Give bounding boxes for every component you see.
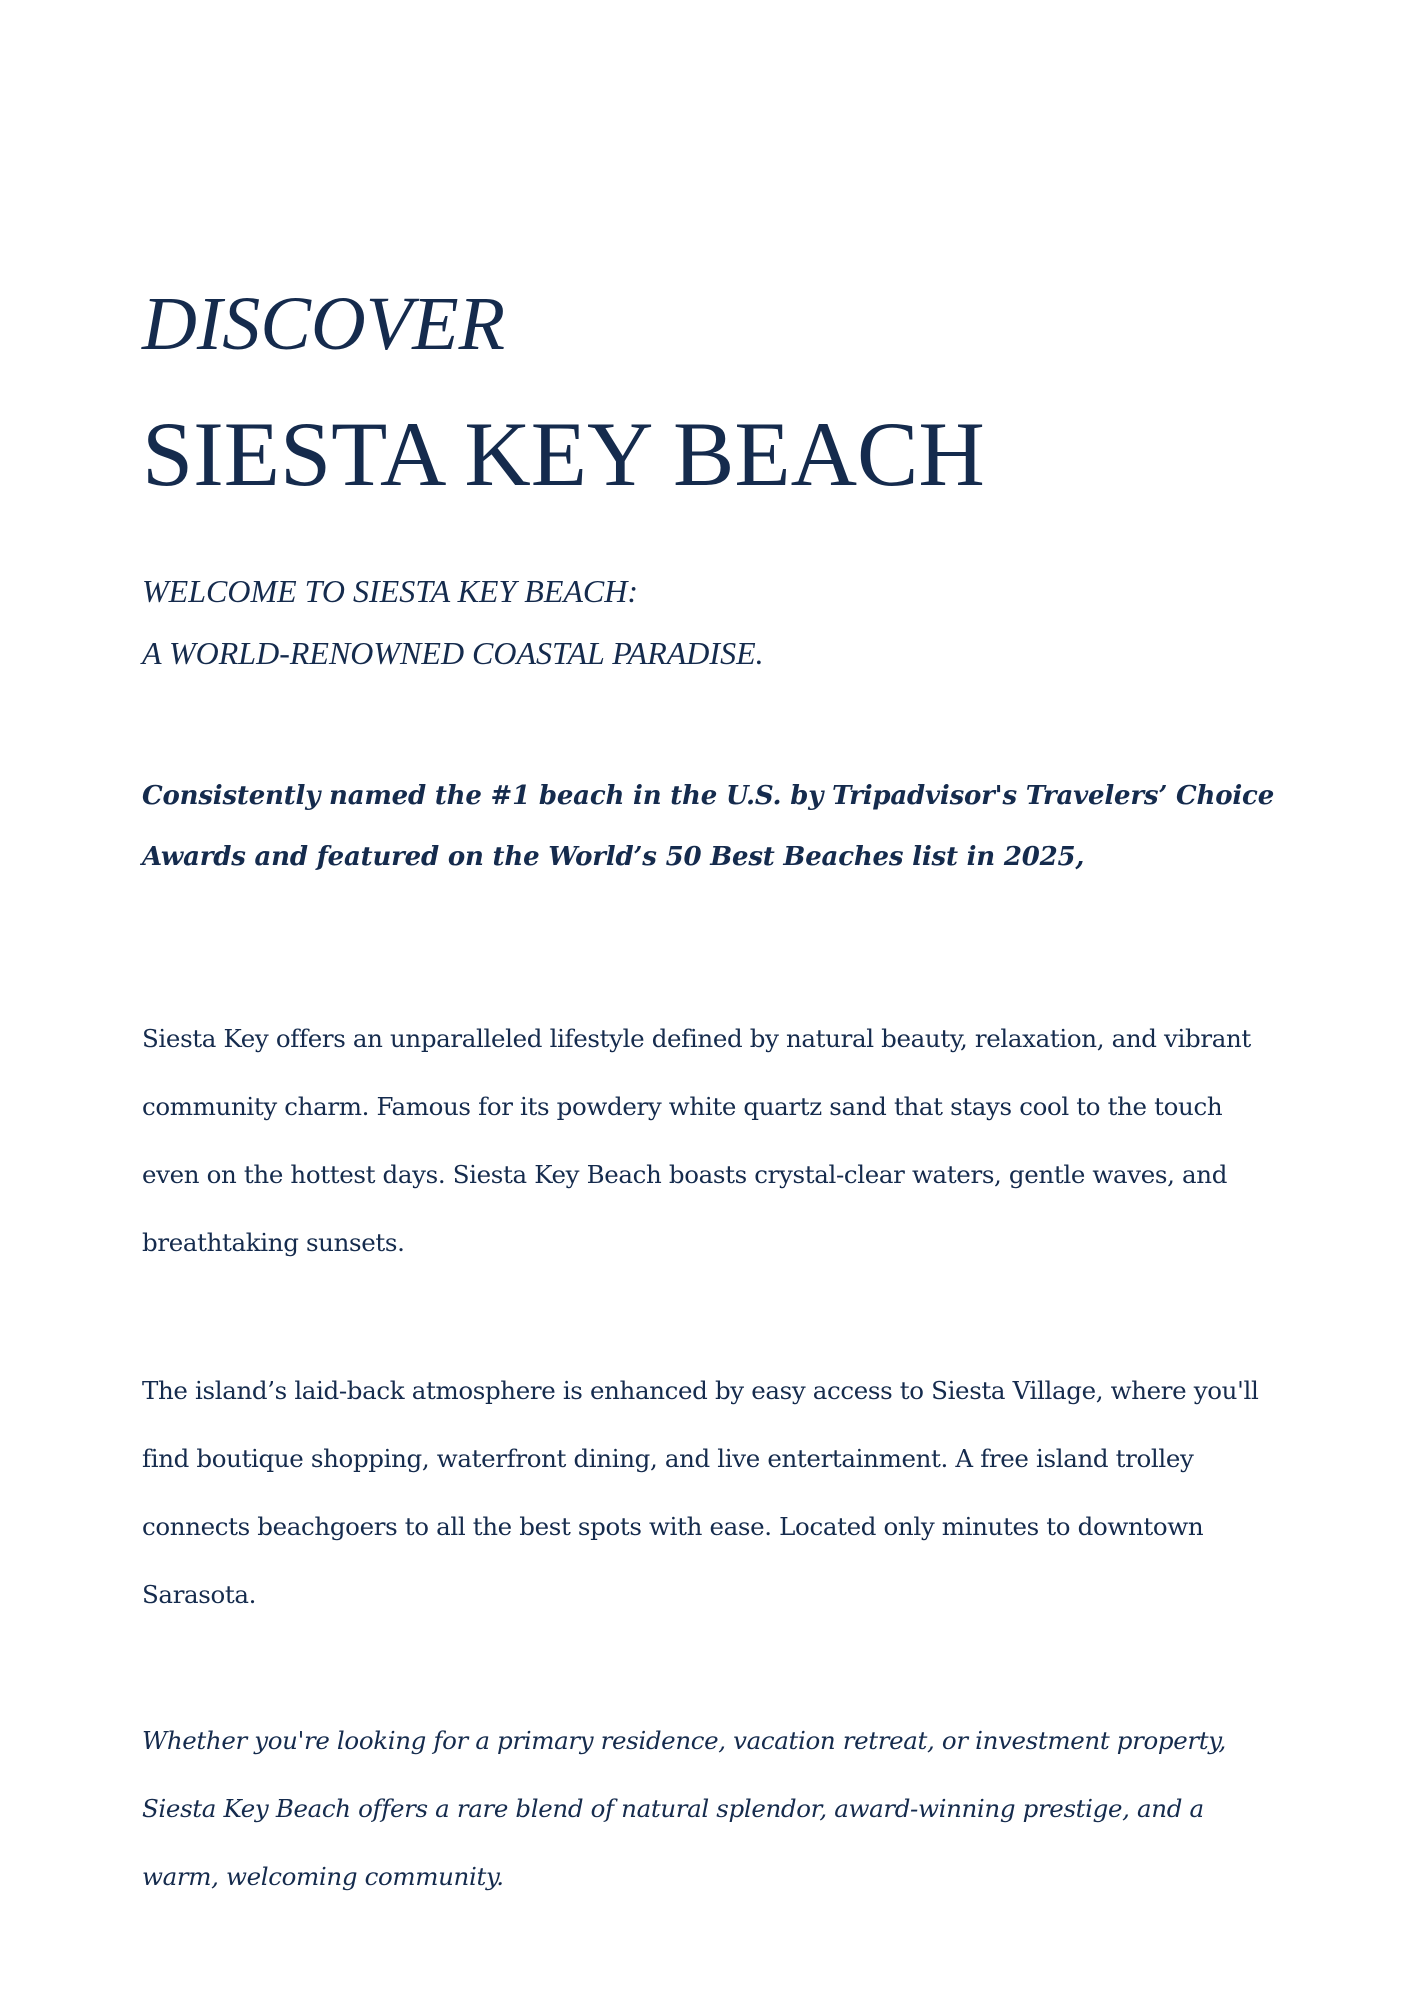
eyebrow-heading: DISCOVER [142,282,506,366]
lead-paragraph: Consistently named the #1 beach in the U.S. by Tripadvisor's Travelers’ Choice Awards and featured on the World’s 50 Best Beaches list in 2025, [142,781,1275,872]
body-paragraph-1: Siesta Key offers an unparalleled lifestyle defined by natural beauty, relaxation, and vibrant community charm. Famous for its powdery white quartz sand that stays cool to the touch even on the hottest days. Siesta Key Beach boasts crystal-clear waters, gentle waves, and breathtaking sunsets. [142,1024,1251,1257]
subtitle [142,560,764,684]
body-paragraph-2: The island’s laid-back atmosphere is enhanced by easy access to Siesta Village, where you'll find boutique shopping, waterfront dining, and live entertainment. A free island trolley connects beachgoers to all the best spots with ease. Located only minutes to downtown Sarasota. [142,1376,1259,1609]
page-title: SIESTA KEY BEACH [142,403,985,505]
closing-paragraph: Whether you're looking for a primary residence, vacation retreat, or investment property, Siesta Key Beach offers a rare blend of natural splendor, award-winning prestige, and a warm, welcoming community. [142,1726,1226,1891]
subtitle-line-2: A WORLD-RENOWNED COASTAL PARADISE. [142,635,764,671]
subtitle-line-1: WELCOME TO SIESTA KEY BEACH: [142,573,639,609]
